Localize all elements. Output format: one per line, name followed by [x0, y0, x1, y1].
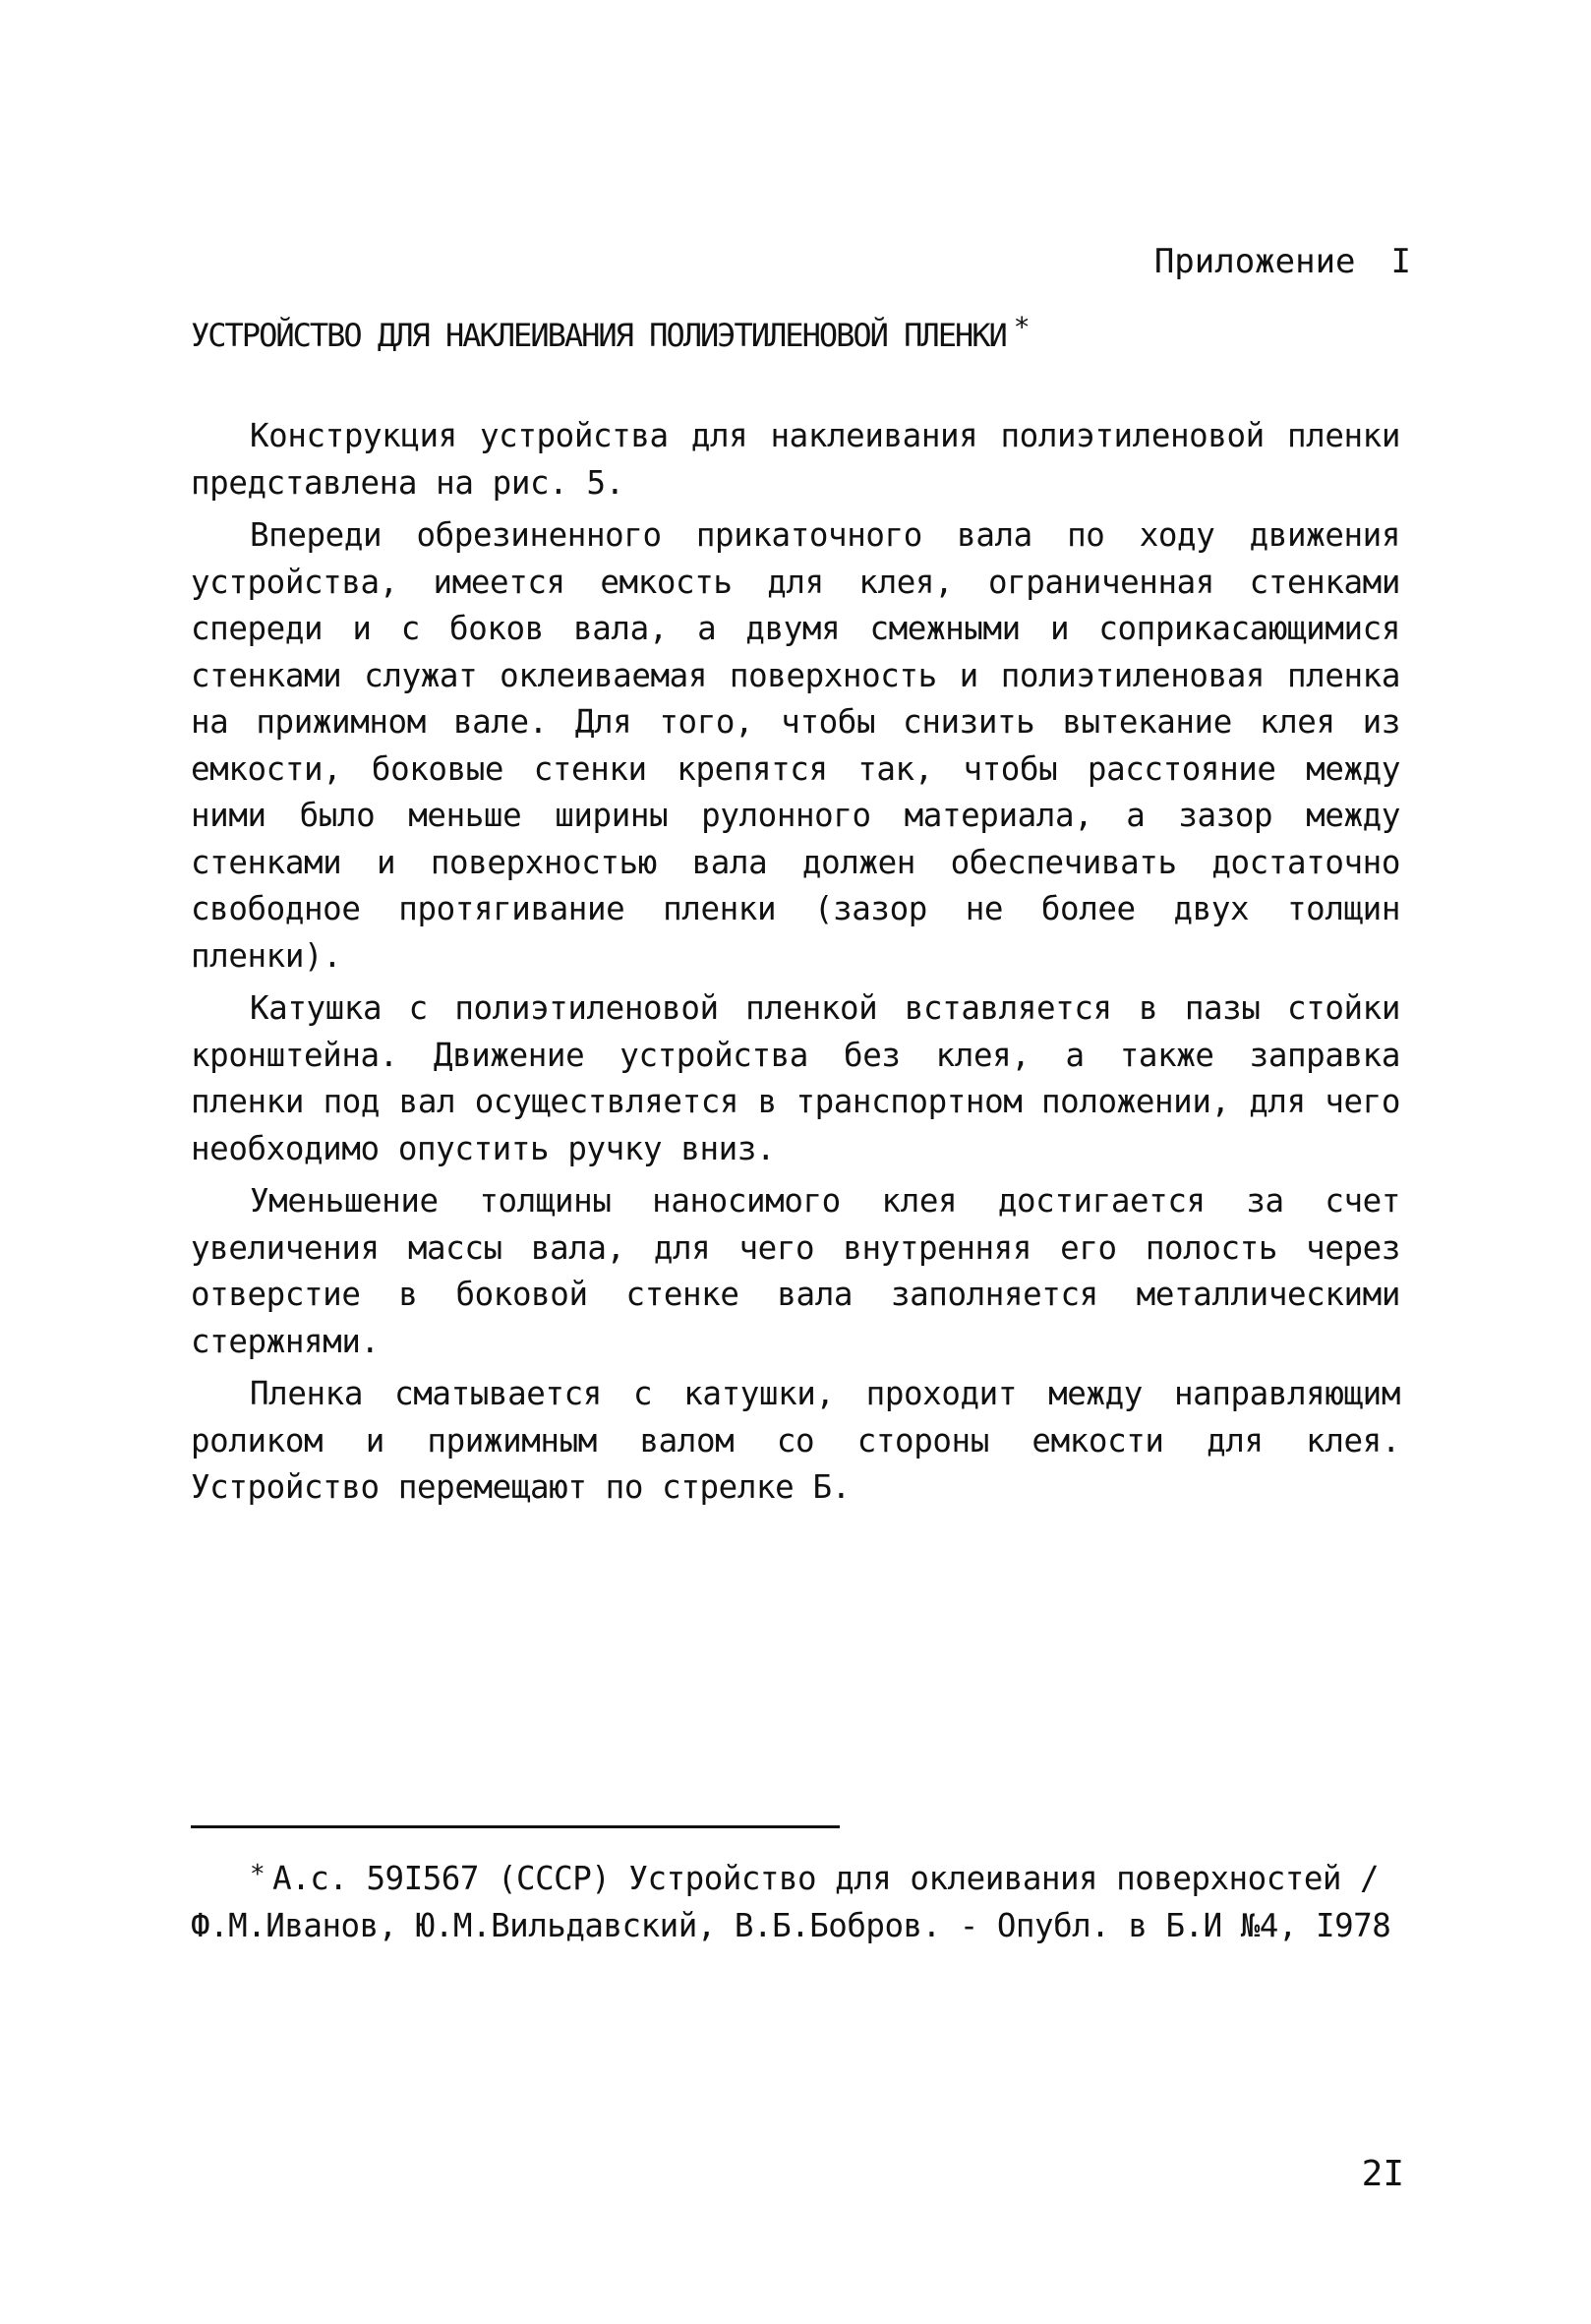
footnote-text: А.с. 59I567 (СССР) Устройство для оклеивания поверхностей / Ф.М.Иванов, Ю.М.Вильдавский, В.Б.Бобров. - Опубл. в Б.И №4, I978	[191, 1860, 1391, 1944]
page-title	[191, 311, 1029, 354]
footnote	[191, 1855, 1410, 1949]
paragraph: Катушка с полиэтиленовой пленкой вставляется в пазы стойки кронштейна. Движение устройства без клея, а также заправка пленки под вал осуществляется в транспортном положении, для чего необходимо опустить ручку вниз.	[191, 989, 1400, 1167]
body-text	[191, 413, 1400, 1518]
page-title-text: УСТРОЙСТВО ДЛЯ НАКЛЕИВАНИЯ ПОЛИЭТИЛЕНОВОЙ ПЛЕНКИ	[191, 317, 1006, 354]
title-footnote-marker: *	[1013, 311, 1029, 343]
paragraph: Конструкция устройства для наклеивания полиэтиленовой пленки представлена на рис. 5.	[191, 417, 1400, 502]
appendix-label-text: Приложение	[1153, 242, 1356, 281]
footnote-divider	[191, 1825, 840, 1828]
page-number: 2I	[1361, 2154, 1404, 2194]
appendix-label	[1154, 242, 1411, 281]
paragraph: Впереди обрезиненного прикаточного вала по ходу движения устройства, имеется емкость для клея, ограниченная стенками спереди и с боков вала, а двумя смежными и соприкасающимися стенками служат оклеиваемая поверхность и полиэтиленовая пленка на прижимном вале. Для того, чтобы снизить вытекание клея из емкости, боковые стенки крепятся так, чтобы расстояние между ними было меньше ширины рулонного материала, а зазор между стенками и поверхностью вала должен обеспечивать достаточно свободное протягивание пленки (зазор не более двух толщин пленки).	[191, 516, 1400, 975]
paragraph: Пленка сматывается с катушки, проходит между направляющим роликом и прижимным валом со стороны емкости для клея. Устройство перемещают по стрелке Б.	[191, 1375, 1400, 1506]
paragraph: Уменьшение толщины наносимого клея достигается за счет увеличения массы вала, для чего внутренняя его полость через отверстие в боковой стенке вала заполняется металлическими стержнями.	[191, 1182, 1400, 1360]
appendix-number: I	[1390, 242, 1411, 281]
footnote-marker: *	[250, 1860, 265, 1889]
